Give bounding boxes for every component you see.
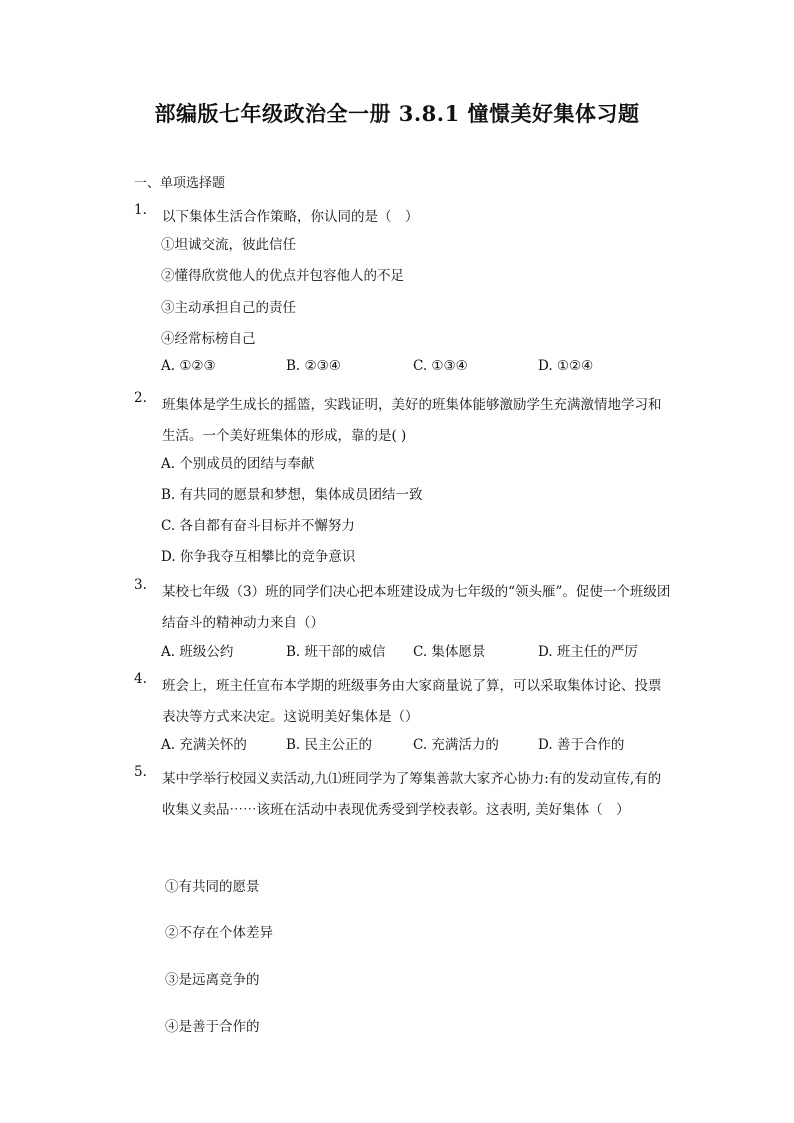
option-c[interactable]: C. 各自都有奋斗目标并不懈努力 <box>161 518 355 534</box>
option-a[interactable]: A. ①②③ <box>161 358 216 374</box>
question-text: 以下集体生活合作策略，你认同的是（ ） <box>162 209 419 225</box>
option-c[interactable]: C. 充满活力的 <box>413 737 499 753</box>
statement-item: ②懂得欣赏他人的优点并包容他人的不足 <box>161 268 404 284</box>
question-number: 3. <box>134 577 147 593</box>
option-d[interactable]: D. 善于合作的 <box>538 737 625 753</box>
answer-options <box>161 640 681 660</box>
question-number: 5. <box>134 764 147 780</box>
option-b[interactable]: B. ②③④ <box>286 358 341 374</box>
answer-options <box>161 733 681 753</box>
question-number: 2. <box>134 390 147 406</box>
statement-item: ①坦诚交流，彼此信任 <box>161 237 296 253</box>
option-c[interactable]: C. ①③④ <box>413 358 468 374</box>
option-c[interactable]: C. 集体愿景 <box>413 644 486 660</box>
statement-item: ③是远离竞争的 <box>165 972 260 988</box>
statement-item: ③主动承担自己的责任 <box>161 300 296 316</box>
question-text: 某校七年级（3）班的同学们决心把本班建设成为七年级的“领头雁”。促使一个班级团结奋斗的精神动力来自（） <box>162 584 671 631</box>
option-a[interactable]: A. 充满关怀的 <box>161 737 247 753</box>
option-d[interactable]: D. 班主任的严厉 <box>538 644 638 660</box>
option-a[interactable]: A. 个别成员的团结与奉献 <box>161 456 315 472</box>
option-b[interactable]: B. 班干部的威信 <box>286 644 386 660</box>
question-text: 班集体是学生成长的摇篮，实践证明，美好的班集体能够激励学生充满激情地学习和生活。一个美好班集体的形成，靠的是( ) <box>162 397 662 444</box>
section-heading: 一、单项选择题 <box>134 176 226 191</box>
statement-item: ④是善于合作的 <box>165 1019 260 1035</box>
question-text: 班会上，班主任宣布本学期的班级事务由大家商量说了算，可以采取集体讨论、投票表决等方式来决定。这说明美好集体是（） <box>162 678 662 725</box>
option-b[interactable]: B. 有共同的愿景和梦想，集体成员团结一致 <box>161 487 423 503</box>
option-a[interactable]: A. 班级公约 <box>161 644 234 660</box>
question-number: 1. <box>134 202 147 218</box>
page-title: 部编版七年级政治全一册 3.8.1 憧憬美好集体习题 <box>154 101 640 126</box>
question-text: 某中学举行校园义卖活动,九⑴班同学为了筹集善款大家齐心协力:有的发动宣传,有的收集义卖品⋯⋯该班在活动中表现优秀受到学校表彰。这表明, 美好集体（ ） <box>162 771 662 818</box>
option-d[interactable]: D. ①②④ <box>538 358 594 374</box>
statement-item: ②不存在个体差异 <box>165 925 273 941</box>
statement-item: ④经常标榜自己 <box>161 331 256 347</box>
answer-options <box>161 358 681 378</box>
question-number: 4. <box>134 671 147 687</box>
statement-item: ①有共同的愿景 <box>165 879 260 895</box>
option-b[interactable]: B. 民主公正的 <box>286 737 373 753</box>
option-d[interactable]: D. 你争我夺互相攀比的竞争意识 <box>161 549 356 565</box>
